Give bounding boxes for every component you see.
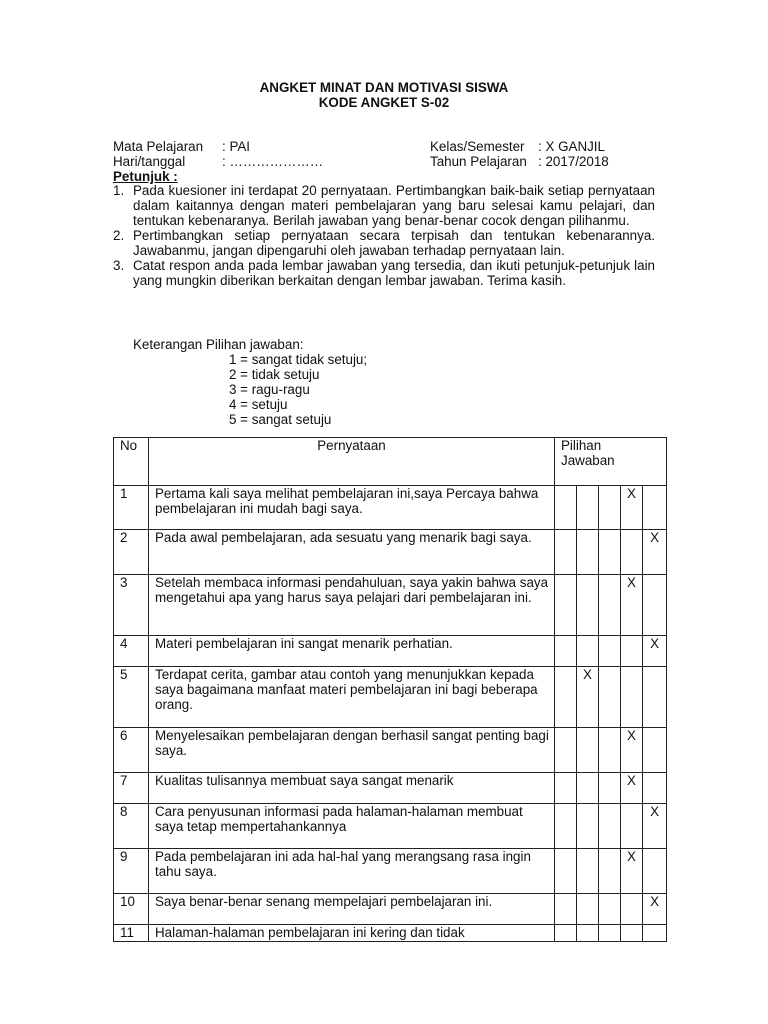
option-5: 5 = sangat setuju	[229, 412, 332, 427]
table-row	[114, 667, 667, 728]
answer-cell-1[interactable]	[555, 575, 577, 636]
row-number: 4	[114, 636, 149, 667]
row-statement: Saya benar-benar senang mempelajari pembelajaran ini.	[149, 894, 555, 925]
table-row	[114, 804, 667, 849]
answer-cell-5[interactable]	[643, 894, 667, 925]
answer-cell-5[interactable]	[643, 486, 667, 530]
petunjuk-heading: Petunjuk :	[113, 169, 178, 184]
row-number: 6	[114, 728, 149, 773]
questionnaire-table	[113, 437, 667, 942]
answer-cell-2[interactable]	[577, 804, 599, 849]
answer-cell-3[interactable]	[599, 636, 621, 667]
row-statement: Kualitas tulisannya membuat saya sangat menarik	[149, 773, 555, 804]
row-number: 1	[114, 486, 149, 530]
answer-cell-4[interactable]	[621, 849, 643, 894]
answer-cell-3[interactable]	[599, 894, 621, 925]
instruction-text: Catat respon anda pada lembar jawaban yang tersedia, dan ikuti petunjuk-petunjuk lain yang mungkin diberikan berkaitan dengan lembar jawaban. Terima kasih.	[133, 258, 655, 288]
hari-value: : …………………	[222, 154, 324, 169]
row-statement: Setelah membaca informasi pendahuluan, saya yakin bahwa saya mengetahui apa yang harus saya pelajari dari pembelajaran ini.	[149, 575, 555, 636]
answer-cell-2[interactable]	[577, 530, 599, 575]
row-statement: Pada awal pembelajaran, ada sesuatu yang menarik bagi saya.	[149, 530, 555, 575]
answer-cell-1[interactable]	[555, 773, 577, 804]
answer-cell-3[interactable]	[599, 575, 621, 636]
instruction-number: 3.	[113, 258, 125, 273]
answer-cell-4[interactable]	[621, 575, 643, 636]
answer-cell-2[interactable]	[577, 636, 599, 667]
answer-cell-4[interactable]	[621, 667, 643, 728]
answer-cell-3[interactable]	[599, 486, 621, 530]
answer-cell-4[interactable]	[621, 894, 643, 925]
table-row	[114, 849, 667, 894]
option-2: 2 = tidak setuju	[229, 367, 320, 382]
row-number: 9	[114, 849, 149, 894]
answer-cell-2[interactable]	[577, 849, 599, 894]
answer-mark: X	[650, 636, 659, 651]
answer-mark: X	[650, 894, 659, 909]
answer-cell-1[interactable]	[555, 636, 577, 667]
instruction-item	[113, 258, 655, 288]
row-statement: Materi pembelajaran ini sangat menarik perhatian.	[149, 636, 555, 667]
answer-cell-2[interactable]	[577, 667, 599, 728]
instruction-item	[113, 183, 655, 228]
answer-cell-2[interactable]	[577, 728, 599, 773]
table-row	[114, 894, 667, 925]
answer-cell-4[interactable]	[621, 728, 643, 773]
kelas-value: : X GANJIL	[538, 139, 605, 154]
answer-cell-4[interactable]	[621, 804, 643, 849]
answer-cell-5[interactable]	[643, 728, 667, 773]
answer-mark: X	[627, 486, 636, 501]
answer-mark: X	[650, 804, 659, 819]
row-statement: Cara penyusunan informasi pada halaman-halaman membuat saya tetap mempertahankannya	[149, 804, 555, 849]
row-number: 10	[114, 894, 149, 925]
answer-mark: X	[650, 530, 659, 545]
answer-cell-4[interactable]	[621, 530, 643, 575]
mapel-label: Mata Pelajaran	[113, 139, 204, 154]
tahun-value: : 2017/2018	[538, 154, 609, 169]
answer-cell-5[interactable]	[643, 530, 667, 575]
header-choice	[555, 438, 667, 486]
answer-cell-3[interactable]	[599, 849, 621, 894]
instruction-number: 2.	[113, 228, 125, 243]
document-code: KODE ANGKET S-02	[318, 95, 450, 110]
answer-cell-4[interactable]	[621, 773, 643, 804]
header-choice-line2: Jawaban	[561, 453, 615, 468]
row-statement: Pertama kali saya melihat pembelajaran ini,saya Percaya bahwa pembelajaran ini mudah bagi saya.	[149, 486, 555, 530]
answer-cell-1[interactable]	[555, 925, 577, 942]
answer-cell-5[interactable]	[643, 849, 667, 894]
answer-cell-3[interactable]	[599, 530, 621, 575]
instruction-list	[113, 183, 655, 288]
answer-cell-2[interactable]	[577, 894, 599, 925]
row-number: 2	[114, 530, 149, 575]
answer-cell-1[interactable]	[555, 667, 577, 728]
row-number: 3	[114, 575, 149, 636]
answer-cell-5[interactable]	[643, 773, 667, 804]
answer-cell-1[interactable]	[555, 486, 577, 530]
answer-cell-5[interactable]	[643, 804, 667, 849]
row-number: 8	[114, 804, 149, 849]
table-header-row	[114, 438, 667, 486]
answer-mark: X	[627, 728, 636, 743]
answer-cell-1[interactable]	[555, 849, 577, 894]
table-row	[114, 575, 667, 636]
row-number: 7	[114, 773, 149, 804]
instruction-number: 1.	[113, 183, 125, 198]
kelas-label: Kelas/Semester	[430, 139, 525, 154]
row-number: 11	[114, 925, 149, 942]
answer-cell-2[interactable]	[577, 575, 599, 636]
answer-cell-4[interactable]	[621, 486, 643, 530]
answer-cell-3[interactable]	[599, 728, 621, 773]
answer-cell-1[interactable]	[555, 530, 577, 575]
tahun-label: Tahun Pelajaran	[430, 154, 527, 169]
answer-mark: X	[627, 773, 636, 788]
table-row	[114, 773, 667, 804]
option-1: 1 = sangat tidak setuju;	[229, 352, 368, 367]
header-choice-line1: Pilihan	[561, 438, 602, 453]
answer-cell-5[interactable]	[643, 667, 667, 728]
answer-cell-5[interactable]	[643, 925, 667, 942]
instruction-item	[113, 228, 655, 258]
hari-label: Hari/tanggal	[113, 154, 186, 169]
row-number: 5	[114, 667, 149, 728]
table-row	[114, 636, 667, 667]
row-statement: Menyelesaikan pembelajaran dengan berhasil sangat penting bagi saya.	[149, 728, 555, 773]
row-statement: Terdapat cerita, gambar atau contoh yang menunjukkan kepada saya bagaimana manfaat materi pembelajaran ini bagi beberapa orang.	[149, 667, 555, 728]
answer-cell-3[interactable]	[599, 804, 621, 849]
row-statement: Halaman-halaman pembelajaran ini kering dan tidak	[149, 925, 555, 942]
answer-cell-2[interactable]	[577, 773, 599, 804]
table-row	[114, 925, 667, 942]
row-statement: Pada pembelajaran ini ada hal-hal yang merangsang rasa ingin tahu saya.	[149, 849, 555, 894]
option-4: 4 = setuju	[229, 397, 288, 412]
answer-mark: X	[627, 575, 636, 590]
answer-cell-4[interactable]	[621, 925, 643, 942]
table-row	[114, 530, 667, 575]
answer-cell-2[interactable]	[577, 925, 599, 942]
answer-cell-3[interactable]	[599, 773, 621, 804]
answer-cell-3[interactable]	[599, 925, 621, 942]
document-title: ANGKET MINAT DAN MOTIVASI SISWA	[259, 80, 509, 95]
instruction-text: Pada kuesioner ini terdapat 20 pernyataan. Pertimbangkan baik-baik setiap pernyataan dalam kaitannya dengan materi pembelajaran yang baru selesai kamu pelajari, dan tentukan kebenaranya. Berilah jawaban yang benar-benar cocok dengan pilihanmu.	[133, 183, 655, 228]
answer-cell-1[interactable]	[555, 728, 577, 773]
answer-mark: X	[627, 849, 636, 864]
answer-mark: X	[583, 667, 592, 682]
answer-cell-1[interactable]	[555, 894, 577, 925]
answer-cell-5[interactable]	[643, 575, 667, 636]
header-statement: Pernyataan	[149, 438, 555, 486]
answer-cell-4[interactable]	[621, 636, 643, 667]
keterangan-label: Keterangan Pilihan jawaban:	[133, 337, 304, 352]
header-no: No	[114, 438, 149, 486]
answer-cell-2[interactable]	[577, 486, 599, 530]
table-row	[114, 486, 667, 530]
answer-cell-1[interactable]	[555, 804, 577, 849]
mapel-value: : PAI	[222, 139, 251, 154]
option-3: 3 = ragu-ragu	[229, 382, 310, 397]
answer-cell-3[interactable]	[599, 667, 621, 728]
answer-cell-5[interactable]	[643, 636, 667, 667]
instruction-text: Pertimbangkan setiap pernyataan secara terpisah dan tentukan kebenarannya. Jawabanmu, jangan dipengaruhi oleh jawaban terhadap pernyataan lain.	[133, 228, 655, 258]
table-row	[114, 728, 667, 773]
